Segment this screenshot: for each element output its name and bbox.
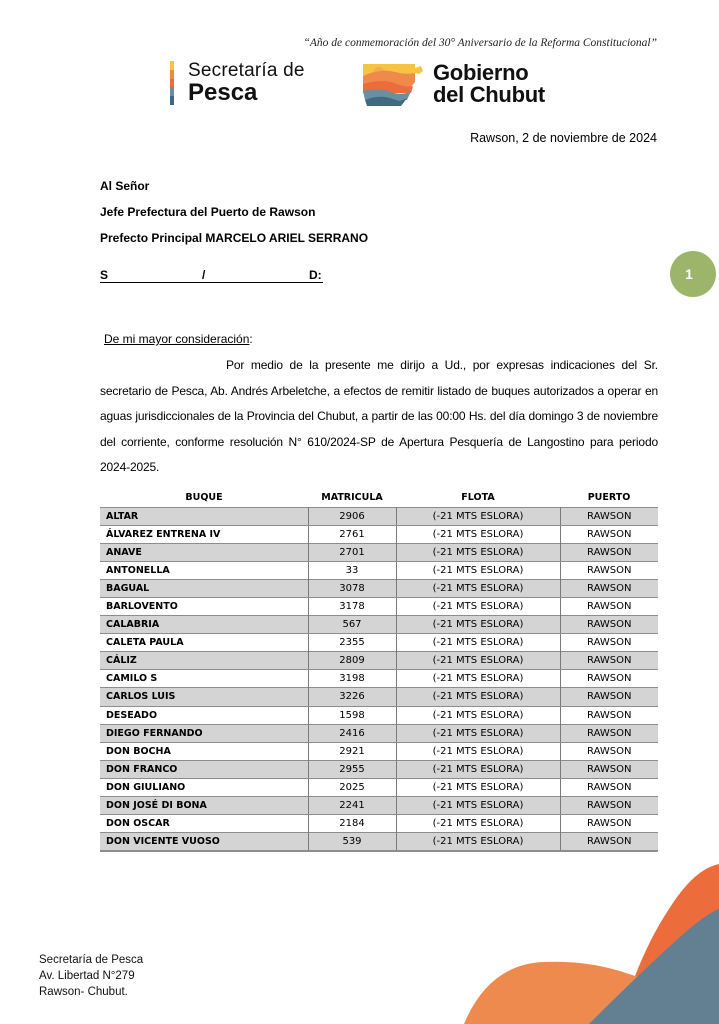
- cell-buque: DON BOCHA: [100, 742, 308, 760]
- cell-puerto: RAWSON: [560, 815, 658, 833]
- cell-buque: CALABRIA: [100, 616, 308, 634]
- logo-chubut-line2: del Chubut: [433, 82, 545, 107]
- cell-flota: (-21 MTS ESLORA): [396, 634, 560, 652]
- cell-puerto: RAWSON: [560, 670, 658, 688]
- cell-buque: BARLOVENTO: [100, 597, 308, 615]
- page-number-badge: 1: [670, 251, 716, 297]
- logo-chubut-line1: Gobierno: [433, 60, 529, 85]
- table-header-row: [100, 488, 658, 507]
- cell-flota: (-21 MTS ESLORA): [396, 706, 560, 724]
- cell-puerto: RAWSON: [560, 797, 658, 815]
- cell-puerto: RAWSON: [560, 579, 658, 597]
- cell-flota: (-21 MTS ESLORA): [396, 724, 560, 742]
- cell-buque: CAMILO S: [100, 670, 308, 688]
- table-row: [100, 670, 658, 688]
- cell-buque: BAGUAL: [100, 579, 308, 597]
- cell-buque: CALETA PAULA: [100, 634, 308, 652]
- footer-address: [39, 952, 143, 1000]
- cell-puerto: RAWSON: [560, 706, 658, 724]
- cell-matricula: 2701: [308, 543, 396, 561]
- cell-flota: (-21 MTS ESLORA): [396, 688, 560, 706]
- cell-flota: (-21 MTS ESLORA): [396, 597, 560, 615]
- cell-matricula: 2184: [308, 815, 396, 833]
- footer-line3: Rawson- Chubut.: [39, 986, 128, 998]
- table-row: [100, 543, 658, 561]
- cell-flota: (-21 MTS ESLORA): [396, 833, 560, 851]
- cell-buque: DESEADO: [100, 706, 308, 724]
- cell-matricula: 33: [308, 561, 396, 579]
- cell-buque: ALTAR: [100, 507, 308, 525]
- greeting-text: De mi mayor consideración: [104, 332, 250, 346]
- footer-line2: Av. Libertad N°279: [39, 970, 135, 982]
- column-header-puerto: PUERTO: [587, 491, 631, 503]
- addressee-line3: Prefecto Principal MARCELO ARIEL SERRANO: [100, 231, 369, 245]
- cell-buque: ÁLVAREZ ENTRENA IV: [100, 525, 308, 543]
- table-row: [100, 561, 658, 579]
- cell-puerto: RAWSON: [560, 561, 658, 579]
- sd-d: D:: [309, 268, 322, 282]
- cell-puerto: RAWSON: [560, 688, 658, 706]
- addressee-line2: Jefe Prefectura del Puerto de Rawson: [100, 205, 316, 219]
- table-row: [100, 797, 658, 815]
- cell-matricula: 2241: [308, 797, 396, 815]
- cell-matricula: 2355: [308, 634, 396, 652]
- letter-body: [100, 353, 658, 481]
- table-row: [100, 778, 658, 796]
- table-row: [100, 724, 658, 742]
- cell-flota: (-21 MTS ESLORA): [396, 778, 560, 796]
- logo-color-bar-icon: [170, 61, 174, 105]
- addressee-block: [100, 179, 368, 283]
- addressee-line1: Al Señor: [100, 179, 150, 193]
- cell-matricula: 2761: [308, 525, 396, 543]
- cell-flota: (-21 MTS ESLORA): [396, 561, 560, 579]
- cell-puerto: RAWSON: [560, 616, 658, 634]
- authorized-vessels-table: [100, 488, 658, 852]
- cell-flota: (-21 MTS ESLORA): [396, 616, 560, 634]
- cell-matricula: 2955: [308, 760, 396, 778]
- cell-puerto: RAWSON: [560, 742, 658, 760]
- cell-flota: (-21 MTS ESLORA): [396, 760, 560, 778]
- cell-puerto: RAWSON: [560, 507, 658, 525]
- cell-matricula: 2025: [308, 778, 396, 796]
- cell-matricula: 1598: [308, 706, 396, 724]
- table-row: [100, 815, 658, 833]
- logo-pesca-line1: Secretaría de: [188, 60, 305, 81]
- cell-flota: (-21 MTS ESLORA): [396, 543, 560, 561]
- cell-buque: DON OSCAR: [100, 815, 308, 833]
- logo-pesca-line2: Pesca: [188, 79, 258, 106]
- table-row: [100, 742, 658, 760]
- cell-flota: (-21 MTS ESLORA): [396, 507, 560, 525]
- sd-s: S: [100, 268, 202, 283]
- cell-flota: (-21 MTS ESLORA): [396, 742, 560, 760]
- letter-body-text: Por medio de la presente me dirijo a Ud., por expresas indicaciones del Sr. secretario de Pesca, Ab. Andrés Arbeletche, a efectos de remitir listado de buques autorizados a operar en aguas jurisdiccionales de la Provincia del Chubut, a partir de las 00:00 Hs. del día domingo 3 de noviembre del corriente, conforme resolución N° 610/2024-SP de Apertura Pesquería de Langostino para periodo 2024-2025.: [100, 358, 658, 474]
- cell-puerto: RAWSON: [560, 652, 658, 670]
- column-header-buque: BUQUE: [185, 491, 223, 503]
- cell-flota: (-21 MTS ESLORA): [396, 797, 560, 815]
- cell-puerto: RAWSON: [560, 543, 658, 561]
- table-row: [100, 652, 658, 670]
- table-row: [100, 616, 658, 634]
- cell-flota: (-21 MTS ESLORA): [396, 525, 560, 543]
- table-row: [100, 706, 658, 724]
- cell-matricula: 3198: [308, 670, 396, 688]
- cell-matricula: 2809: [308, 652, 396, 670]
- table-row: [100, 579, 658, 597]
- cell-puerto: RAWSON: [560, 525, 658, 543]
- column-header-flota: FLOTA: [461, 491, 495, 503]
- cell-flota: (-21 MTS ESLORA): [396, 579, 560, 597]
- footer-line1: Secretaría de Pesca: [39, 954, 144, 966]
- cell-buque: ANAVE: [100, 543, 308, 561]
- cell-puerto: RAWSON: [560, 724, 658, 742]
- decorative-wave-icon: [449, 854, 719, 1024]
- cell-puerto: RAWSON: [560, 634, 658, 652]
- cell-buque: CARLOS LUIS: [100, 688, 308, 706]
- sd-slash: /: [202, 268, 309, 283]
- cell-buque: DIEGO FERNANDO: [100, 724, 308, 742]
- table-row: [100, 507, 658, 525]
- cell-matricula: 2906: [308, 507, 396, 525]
- cell-buque: DON FRANCO: [100, 760, 308, 778]
- sd-line: [100, 257, 330, 283]
- cell-buque: DON VICENTE VUOSO: [100, 833, 308, 851]
- cell-matricula: 539: [308, 833, 396, 851]
- cell-matricula: 3178: [308, 597, 396, 615]
- table-row: [100, 597, 658, 615]
- greeting-colon: :: [249, 332, 253, 346]
- table-row: [100, 688, 658, 706]
- cell-flota: (-21 MTS ESLORA): [396, 670, 560, 688]
- cell-buque: ANTONELLA: [100, 561, 308, 579]
- cell-puerto: RAWSON: [560, 760, 658, 778]
- secretaria-pesca-logo: [170, 61, 305, 105]
- table-row: [100, 833, 658, 851]
- cell-buque: DON GIULIANO: [100, 778, 308, 796]
- table-row: [100, 525, 658, 543]
- cell-puerto: RAWSON: [560, 778, 658, 796]
- gobierno-chubut-logo: [361, 60, 545, 108]
- cell-matricula: 2416: [308, 724, 396, 742]
- cell-matricula: 3078: [308, 579, 396, 597]
- table-row: [100, 760, 658, 778]
- cell-matricula: 567: [308, 616, 396, 634]
- letter-date: Rawson, 2 de noviembre de 2024: [470, 131, 657, 145]
- cell-puerto: RAWSON: [560, 597, 658, 615]
- cell-buque: CÁLIZ: [100, 652, 308, 670]
- cell-puerto: RAWSON: [560, 833, 658, 851]
- cell-flota: (-21 MTS ESLORA): [396, 815, 560, 833]
- table-row: [100, 634, 658, 652]
- column-header-matricula: MATRICULA: [321, 491, 383, 503]
- cell-matricula: 2921: [308, 742, 396, 760]
- chubut-province-map-icon: [361, 60, 427, 108]
- cell-flota: (-21 MTS ESLORA): [396, 652, 560, 670]
- header-motto: “Año de conmemoración del 30° Aniversario de la Reforma Constitucional”: [303, 37, 657, 49]
- cell-matricula: 3226: [308, 688, 396, 706]
- cell-buque: DON JOSÉ DI BONA: [100, 797, 308, 815]
- greeting: [104, 332, 253, 346]
